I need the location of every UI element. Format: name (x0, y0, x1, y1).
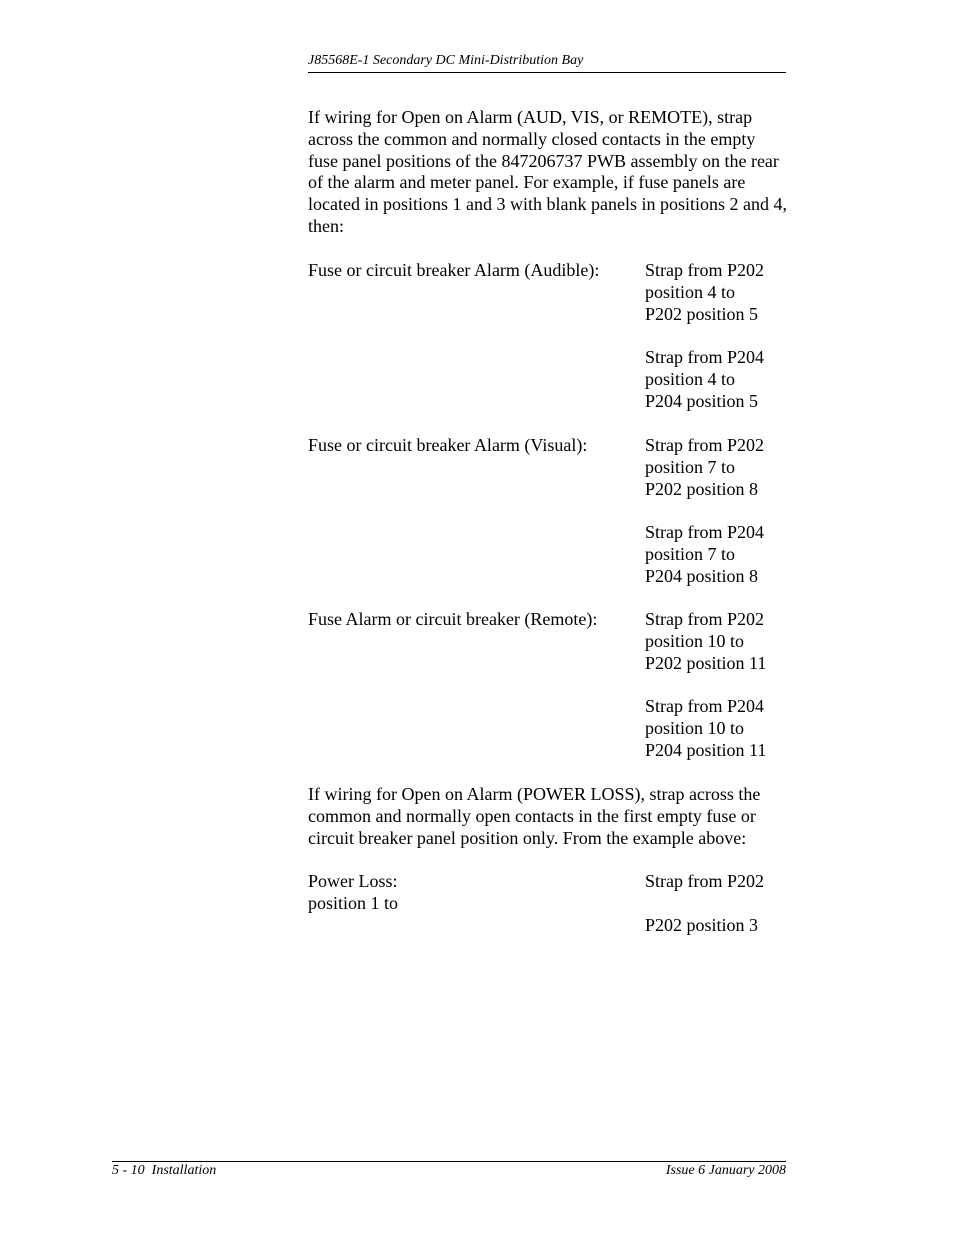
strap-line: Strap from P204 (645, 347, 764, 367)
remote-alarm-label: Fuse Alarm or circuit breaker (Remote): (308, 609, 598, 629)
power-loss-strap (645, 871, 795, 893)
visual-strap-p202 (645, 435, 795, 500)
audible-alarm-label: Fuse or circuit breaker Alarm (Audible): (308, 260, 600, 280)
strap-line: P204 position 8 (645, 565, 759, 586)
strap-line: position 10 to (645, 630, 745, 651)
strap-line: P204 position 5 (645, 390, 759, 411)
intro-paragraph: If wiring for Open on Alarm (AUD, VIS, or REMOTE), strap across the common and normally closed contacts in the empty fuse panel positions of the 847206737 PWB assembly on the rear of the alarm and meter panel. For example, if fuse panels are located in positions 1 and 3 with blank panels in positions 2 and 4, then: (308, 107, 787, 236)
remote-strap-p202 (645, 609, 795, 674)
footer-page-section: 5 - 10 Installation (112, 1163, 217, 1178)
running-header-title: J85568E-1 Secondary DC Mini-Distribution Bay (308, 53, 584, 68)
strap-line: P202 position 8 (645, 478, 759, 499)
visual-alarm-label: Fuse or circuit breaker Alarm (Visual): (308, 435, 588, 455)
strap-line: P202 position 11 (645, 652, 767, 673)
strap-line: position 7 to (645, 543, 736, 564)
audible-strap-p204 (645, 347, 795, 412)
power-loss-paragraph: If wiring for Open on Alarm (POWER LOSS), strap across the common and normally open contacts in the first empty fuse or circuit breaker panel position only. From the example above: (308, 784, 761, 848)
strap-line: Strap from P202 (645, 435, 764, 455)
strap-line: Strap from P204 (645, 522, 764, 542)
strap-line: position 4 to (645, 281, 736, 302)
strap-line: position 7 to (645, 456, 736, 477)
strap-line: position 10 to (645, 717, 745, 738)
header-rule (308, 72, 786, 73)
strap-line: P202 position 3 (645, 915, 759, 935)
strap-line: Strap from P202 (645, 260, 764, 280)
strap-line: position 4 to (645, 368, 736, 389)
footer-issue-date: Issue 6 January 2008 (665, 1163, 786, 1178)
audible-strap-p202 (645, 260, 795, 325)
power-loss-label (308, 871, 638, 915)
strap-line: Strap from P202 (645, 871, 764, 891)
power-loss-label-line2: position 1 to (308, 892, 399, 913)
strap-line: Strap from P202 (645, 609, 764, 629)
power-loss-strap-end (645, 915, 795, 937)
strap-line: P204 position 11 (645, 739, 767, 760)
remote-strap-p204 (645, 696, 795, 761)
strap-line: P202 position 5 (645, 303, 759, 324)
visual-strap-p204 (645, 522, 795, 587)
power-loss-label-line1: Power Loss: (308, 871, 398, 891)
strap-line: Strap from P204 (645, 696, 764, 716)
